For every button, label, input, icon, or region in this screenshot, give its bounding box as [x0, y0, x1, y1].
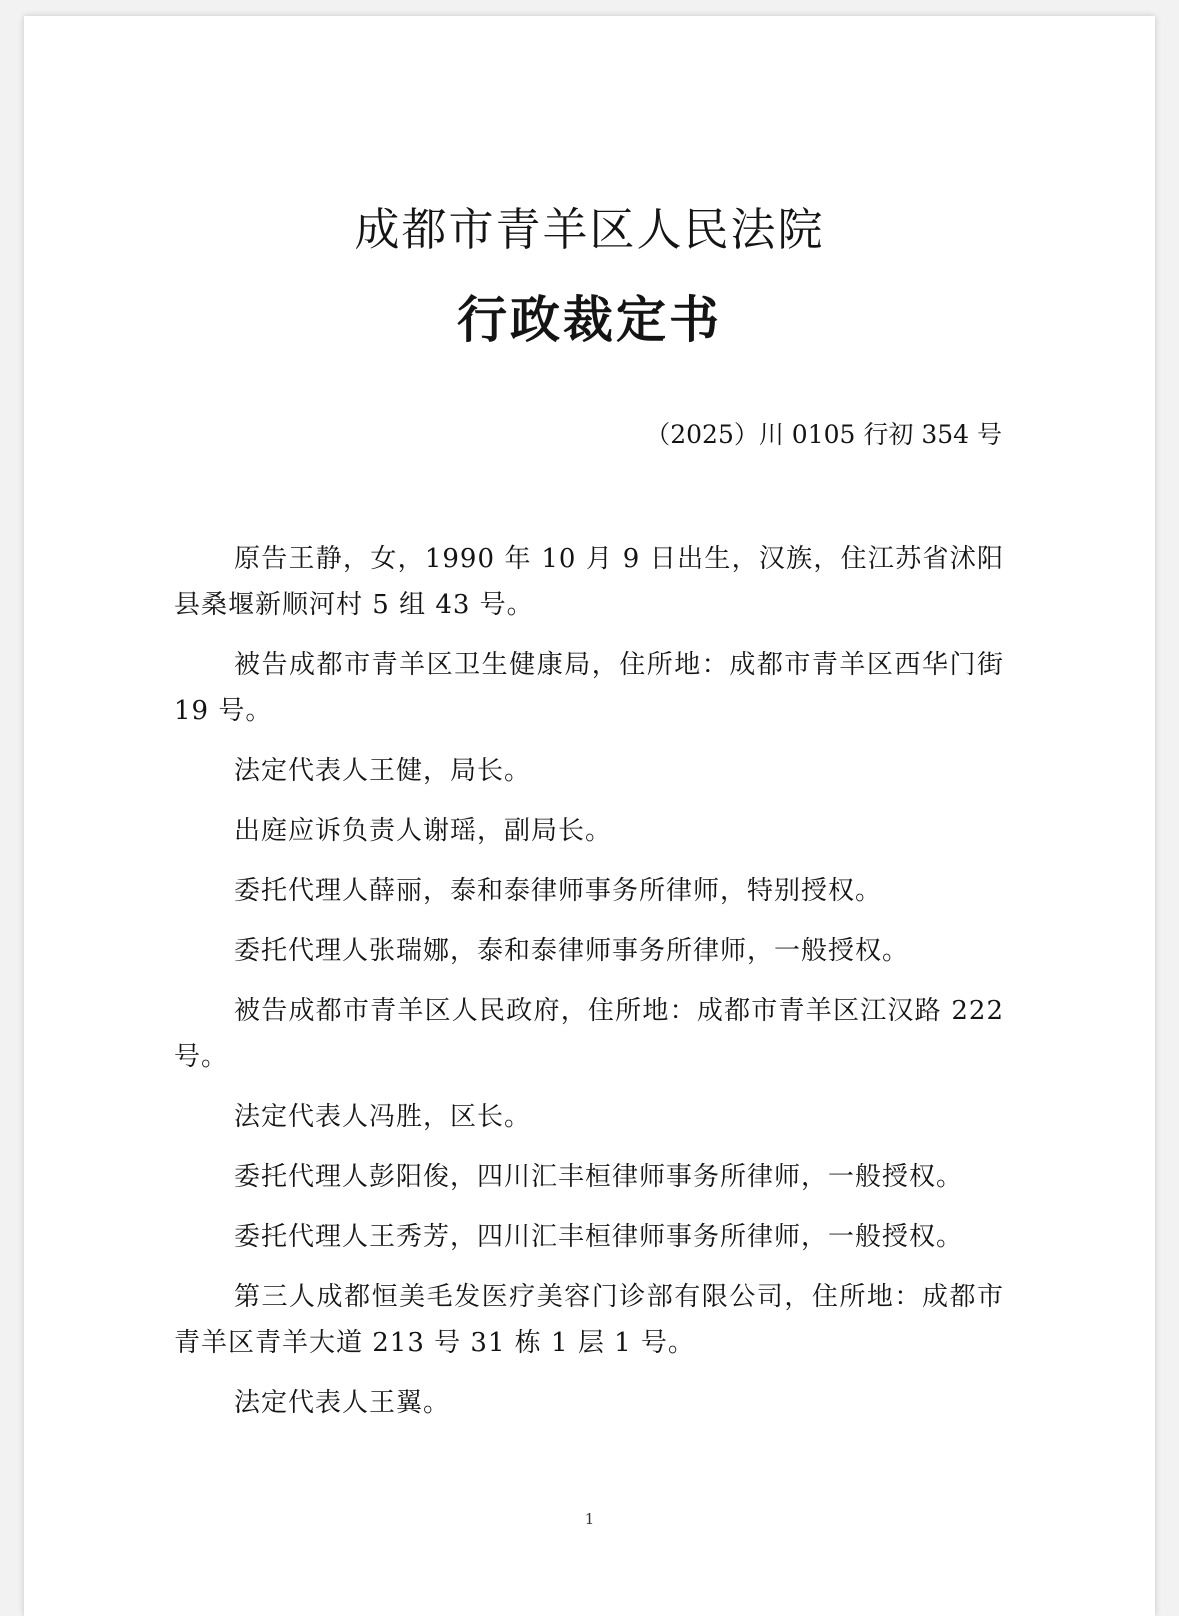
legal-representative: 法定代表人王翼。	[234, 1388, 451, 1418]
agent: 委托代理人薛丽，泰和泰律师事务所律师，特别授权。	[234, 876, 883, 906]
party-third: 第三人成都恒美毛发医疗美容门诊部有限公司，住所地：成都市青羊区青羊大道 213 号 31 栋 1 层 1 号。	[174, 1282, 1004, 1358]
document-body	[174, 536, 1004, 1440]
agent: 委托代理人王秀芳，四川汇丰桓律师事务所律师，一般授权。	[234, 1222, 964, 1252]
party-plaintiff: 原告王静，女，1990 年 10 月 9 日出生，汉族，住江苏省沭阳县桑堰新顺河村 5 组 43 号。	[174, 544, 1004, 620]
document-page	[24, 16, 1155, 1616]
agent: 委托代理人彭阳俊，四川汇丰桓律师事务所律师，一般授权。	[234, 1162, 964, 1192]
legal-representative: 法定代表人冯胜，区长。	[234, 1102, 532, 1132]
page-number: 1	[584, 1510, 595, 1528]
document-title: 行政裁定书	[457, 291, 722, 349]
case-number: （2025）川 0105 行初 354 号	[645, 420, 1002, 449]
party-defendant-health-bureau: 被告成都市青羊区卫生健康局，住所地：成都市青羊区西华门街 19 号。	[174, 650, 1004, 726]
agent: 委托代理人张瑞娜，泰和泰律师事务所律师，一般授权。	[234, 936, 910, 966]
legal-representative: 法定代表人王健，局长。	[234, 756, 532, 786]
court-name-heading: 成都市青羊区人民法院	[354, 203, 825, 256]
party-defendant-district-government: 被告成都市青羊区人民政府，住所地：成都市青羊区江汉路 222 号。	[174, 996, 1004, 1072]
responsible-person: 出庭应诉负责人谢瑶，副局长。	[234, 816, 613, 846]
